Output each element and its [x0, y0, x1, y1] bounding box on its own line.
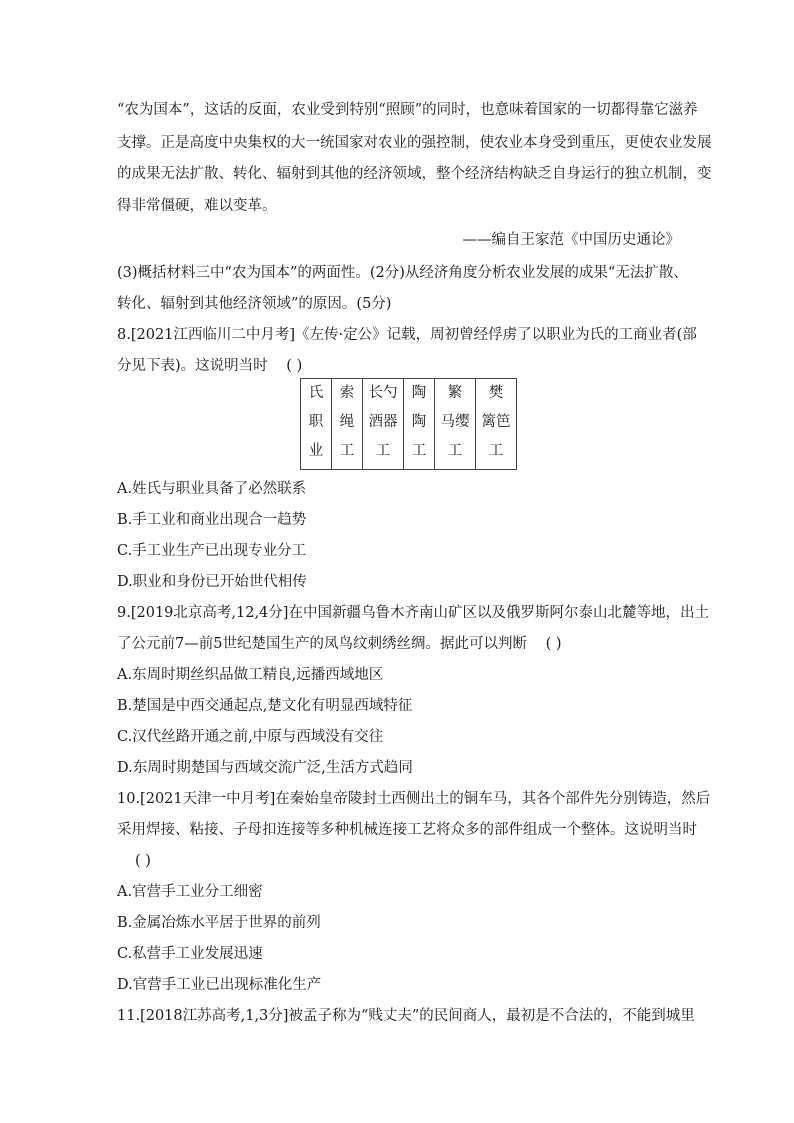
q9-stem-line-1: 9.[2019北京高考,12,4分]在中国新疆乌鲁木齐南山矿区以及俄罗斯阿尔泰山北麓等地，出土: [117, 605, 709, 621]
q9-option-b[interactable]: B.楚国是中西交通起点,楚文化有明显西域特征: [117, 698, 413, 714]
q8-option-a[interactable]: A.姓氏与职业具备了必然联系: [117, 481, 307, 497]
table-column-fan2: 樊 篱笆 工: [476, 379, 517, 470]
material-line-1: “农为国本”，这话的反面，农业受到特别“照顾”的同时，也意味着国家的一切都得靠它滋养: [117, 102, 698, 118]
q7-3-line-1: (3)概括材料三中“农为国本”的两面性。(2分)从经济角度分析农业发展的成果“无法扩散、: [117, 265, 688, 281]
table-column-suo: 索 绳 工: [332, 379, 363, 470]
table-column-tao: 陶 陶 工: [404, 379, 435, 470]
q8-stem-line-1: 8.[2021江西临川二中月考]《左传·定公》记载，周初曾经俘虏了以职业为氏的工商业者(部: [117, 327, 697, 343]
table-header-cell: 氏 职 业: [301, 379, 332, 470]
q9-stem-text: 了公元前7—前5世纪楚国生产的凤鸟纹刺绣丝绸。据此可以判断: [117, 636, 527, 652]
q10-answer-blank: ( ): [135, 853, 151, 869]
q10-stem-line-2: 采用焊接、粘接、子母扣连接等多种机械连接工艺将众多的部件组成一个整体。这说明当时: [117, 822, 697, 838]
q9-option-c[interactable]: C.汉代丝路开通之前,中原与西域没有交往: [117, 729, 384, 745]
q10-option-b[interactable]: B.金属冶炼水平居于世界的前列: [117, 915, 321, 931]
q8-option-d[interactable]: D.职业和身份已开始世代相传: [117, 574, 307, 590]
material-line-3: 的成果无法扩散、转化、辐射到其他的经济领域，整个经济结构缺乏自身运行的独立机制，变: [117, 166, 712, 182]
q8-stem-text: 分见下表)。这说明当时: [117, 358, 268, 374]
material-line-4: 得非常僵硬，难以变革。: [117, 198, 277, 214]
q9-option-a[interactable]: A.东周时期丝织品做工精良,远播西域地区: [117, 667, 384, 683]
q9-stem-line-2: [117, 634, 576, 654]
q8-stem-line-2: [117, 356, 316, 376]
q9-option-d[interactable]: D.东周时期楚国与西域交流广泛,生活方式趋同: [117, 760, 413, 776]
q10-option-c[interactable]: C.私营手工业发展迅速: [117, 946, 263, 962]
q8-option-c[interactable]: C.手工业生产已出现专业分工: [117, 543, 307, 559]
q10-option-a[interactable]: A.官营手工业分工细密: [117, 884, 263, 900]
table-column-changshao: 长勺 酒器 工: [363, 379, 404, 470]
q11-stem-line-1: 11.[2018江苏高考,1,3分]被孟子称为“贱丈夫”的民间商人，最初是不合法的，不能到城里: [117, 1008, 695, 1024]
q10-stem-line-1: 10.[2021天津一中月考]在秦始皇帝陵封土西侧出土的铜车马，其各个部件先分别铸造，然后: [117, 791, 711, 807]
q8-answer-blank: ( ): [286, 358, 303, 374]
q8-option-b[interactable]: B.手工业和商业出现合一趋势: [117, 512, 307, 528]
table-column-fan: 繁 马缨 工: [435, 379, 476, 470]
material-source: ——编自王家范《中国历史通论》: [462, 232, 680, 248]
q9-answer-blank: ( ): [545, 636, 562, 652]
material-line-2: 支撑。正是高度中央集权的大一统国家对农业的强控制，使农业本身受到重压，更使农业发展: [117, 135, 712, 151]
q10-option-d[interactable]: D.官营手工业已出现标准化生产: [117, 977, 322, 993]
q8-occupation-table: [300, 378, 517, 470]
q7-3-line-2: 转化、辐射到其他经济领域”的原因。(5分): [117, 296, 392, 312]
